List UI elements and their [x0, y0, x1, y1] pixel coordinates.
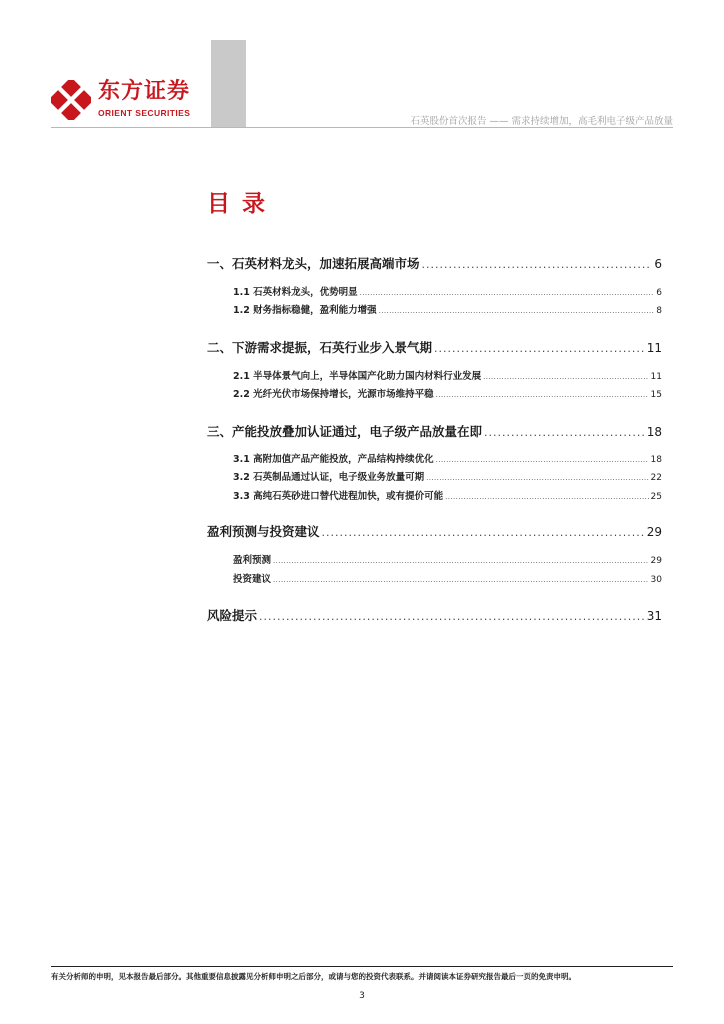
brand-name-en: ORIENT SECURITIES: [98, 108, 191, 118]
toc-entry-forecast[interactable]: [207, 522, 662, 540]
toc-entry-forecast-1[interactable]: [233, 552, 662, 566]
toc-entry-title: 盈利预测: [233, 555, 272, 566]
report-title: 石英股份首次报告 —— 需求持续增加，高毛利电子级产品放量: [410, 116, 673, 127]
toc-entry-page: 18: [650, 455, 662, 465]
toc-entry-risk[interactable]: [207, 606, 662, 624]
toc-leader-dots: [273, 576, 649, 584]
toc-entry-page: 18: [646, 425, 662, 439]
toc-entry-title: 2.1 半导体景气向上，半导体国产化助力国内材料行业发展: [233, 371, 482, 382]
toc-entry-3[interactable]: [207, 422, 662, 440]
toc-entry-title: 盈利预测与投资建议: [207, 524, 320, 539]
toc-entry-page: 30: [650, 575, 662, 585]
toc-entry-page: 8: [656, 306, 662, 316]
toc-entry-3-3[interactable]: [233, 488, 662, 502]
toc-entry-title: 一、石英材料龙头，加速拓展高端市场: [207, 256, 420, 271]
footer-disclaimer: 有关分析师的申明，见本报告最后部分。其他重要信息披露见分析师申明之后部分，或请与您的投资代表联系。并请阅读本证券研究报告最后一页的免责申明。: [51, 972, 576, 981]
toc-entry-page: 6: [654, 257, 662, 271]
toc-entry-title: 二、下游需求提振，石英行业步入景气期: [207, 340, 433, 355]
toc-entry-title: 3.3 高纯石英砂进口替代进程加快，或有提价可能: [233, 491, 444, 502]
toc-entry-page: 29: [650, 556, 662, 566]
toc-entry-title: 三、产能投放叠加认证通过，电子级产品放量在即: [207, 424, 483, 439]
page-number: 3: [359, 991, 365, 1001]
toc-leader-dots: [422, 258, 653, 271]
toc-entry-page: 11: [646, 341, 662, 355]
toc-entry-3-2[interactable]: [233, 469, 662, 483]
toc-entry-2-2[interactable]: [233, 386, 662, 400]
toc-leader-dots: [426, 474, 648, 482]
brand-name-cn: 东方证券: [98, 79, 191, 104]
toc-leader-dots: [379, 307, 655, 315]
toc-entry-2[interactable]: [207, 338, 662, 356]
toc-entry-title: 3.2 石英制品通过认证，电子级业务放量可期: [233, 472, 425, 483]
toc-leader-dots: [445, 493, 648, 501]
toc-entry-title: 风险提示: [207, 608, 258, 623]
toc-entry-page: 25: [650, 492, 662, 502]
toc-entry-1-1[interactable]: [233, 284, 662, 298]
toc-entry-2-1[interactable]: [233, 368, 662, 382]
toc-entry-forecast-2[interactable]: [233, 571, 662, 585]
toc-entry-title: 1.1 石英材料龙头，优势明显: [233, 287, 358, 298]
toc-leader-dots: [436, 456, 649, 464]
toc-entry-page: 11: [650, 372, 662, 382]
toc-leader-dots: [322, 526, 645, 539]
toc-leader-dots: [484, 426, 645, 439]
toc-leader-dots: [436, 391, 649, 399]
toc-leader-dots: [273, 557, 649, 565]
toc-entry-page: 31: [646, 609, 662, 623]
toc-entry-title: 1.2 财务指标稳健，盈利能力增强: [233, 305, 377, 316]
toc-entry-title: 3.1 高附加值产品产能投放，产品结构持续优化: [233, 454, 434, 465]
toc-leader-dots: [483, 373, 648, 381]
footer-divider: [51, 966, 673, 967]
toc-entry-1[interactable]: [207, 254, 662, 272]
toc-entry-page: 15: [650, 390, 662, 400]
toc-entry-page: 6: [656, 288, 662, 298]
toc-entry-title: 投资建议: [233, 574, 272, 585]
toc-entry-1-2[interactable]: [233, 302, 662, 316]
toc-entry-page: 22: [650, 473, 662, 483]
toc-entry-3-1[interactable]: [233, 451, 662, 465]
toc-entry-title: 2.2 光纤光伏市场保持增长，光源市场维持平稳: [233, 389, 434, 400]
toc-entry-page: 29: [646, 525, 662, 539]
toc-heading: 目录: [207, 191, 277, 217]
toc-leader-dots: [259, 610, 645, 623]
toc-leader-dots: [360, 289, 655, 297]
toc-leader-dots: [434, 342, 645, 355]
